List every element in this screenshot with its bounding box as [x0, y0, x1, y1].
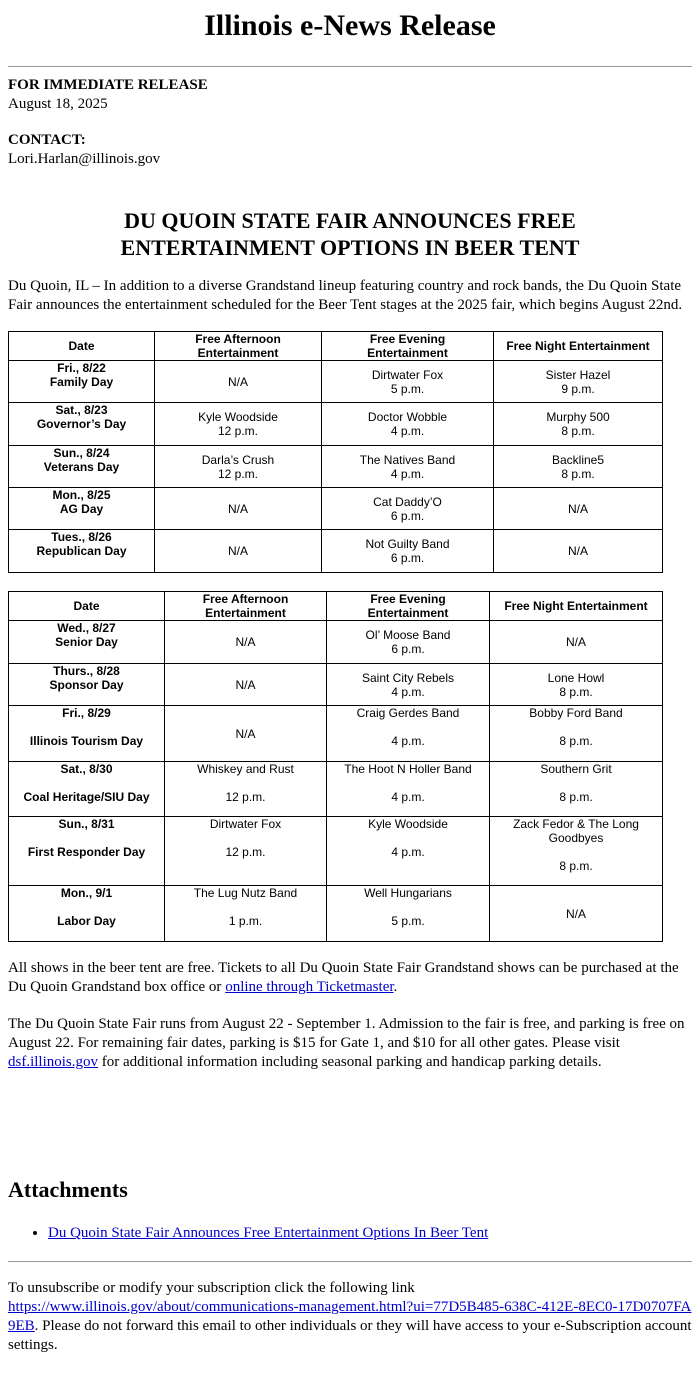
date-cell [9, 817, 165, 886]
day-label: Mon., 8/25 [52, 488, 111, 502]
date-cell [9, 706, 165, 762]
day-theme: Coal Heritage/SIU Day [23, 790, 150, 804]
subscription-link[interactable]: https://www.illinois.gov/about/communications-management.html?ui=77D5B485-638C-412E-8EC0-17D0707FA9EB [8, 1299, 692, 1334]
day-theme: Illinois Tourism Day [29, 734, 144, 748]
ticketmaster-link[interactable]: online through Ticketmaster [225, 979, 394, 995]
act-name: Dirtwater Fox [209, 817, 282, 831]
act-time: 9 p.m. [561, 381, 595, 396]
act-name: Whiskey and Rust [197, 762, 294, 776]
act-name: Well Hungarians [364, 886, 452, 900]
attachments-heading: Attachments [8, 1177, 128, 1202]
night-cell [494, 446, 663, 488]
fair-info-text-end: for additional information including seasonal parking and handicap parking details. [98, 1054, 602, 1070]
table-row [9, 706, 663, 762]
attachment-link[interactable]: Du Quoin State Fair Announces Free Entertainment Options In Beer Tent [48, 1225, 489, 1241]
act-time: 8 p.m. [559, 734, 593, 748]
day-label: Fri., 8/22 [57, 361, 106, 375]
release-info [8, 76, 692, 114]
act-name: Murphy 500 [546, 410, 610, 424]
date-cell [9, 762, 165, 817]
afternoon-cell [165, 762, 327, 817]
day-label: Sun., 8/24 [53, 446, 110, 460]
header-night: Free Night Entertainment [494, 332, 663, 361]
day-label: Thurs., 8/28 [53, 664, 120, 678]
header-afternoon-line-2: Entertainment [205, 606, 286, 620]
evening-cell [327, 706, 490, 762]
header-evening-line-2: Entertainment [367, 346, 448, 360]
day-label: Mon., 9/1 [60, 886, 113, 900]
act-name: Kyle Woodside [368, 817, 448, 831]
header-evening-line-1: Free Evening [370, 592, 446, 606]
date-cell [9, 488, 155, 530]
act-name: Doctor Wobble [367, 410, 448, 424]
act-name: N/A [235, 635, 256, 649]
act-name: Dirtwater Fox [371, 367, 444, 382]
afternoon-cell [165, 664, 327, 706]
shows-text: All shows in the beer tent are free. Tickets to all Du Quoin State Fair Grandstand shows can be purchased at the Du Quoin Grandstand box office or [8, 960, 679, 995]
night-cell [490, 664, 663, 706]
dsf-website-link[interactable]: dsf.illinois.gov [8, 1054, 99, 1070]
header-afternoon [165, 592, 327, 621]
header-afternoon-line-1: Free Afternoon [202, 592, 289, 606]
act-name: N/A [567, 501, 588, 516]
day-label: Wed., 8/27 [57, 621, 116, 635]
header-divider [8, 66, 692, 67]
act-time: 12 p.m. [217, 424, 259, 438]
night-cell [494, 361, 663, 403]
day-theme: First Responder Day [27, 845, 146, 859]
footer-divider [8, 1261, 692, 1262]
evening-cell [327, 886, 490, 942]
night-cell [490, 706, 663, 762]
table-row [9, 530, 663, 573]
evening-cell [327, 817, 490, 886]
evening-cell [327, 762, 490, 817]
table-row [9, 488, 663, 530]
act-time: 8 p.m. [559, 684, 593, 699]
day-theme: Governor’s Day [36, 417, 127, 431]
header-evening-line-2: Entertainment [367, 606, 449, 620]
act-time: 4 p.m. [391, 845, 425, 859]
act-name: N/A [235, 726, 256, 741]
afternoon-cell [165, 817, 327, 886]
day-theme: Family Day [49, 375, 114, 389]
act-time: 8 p.m. [561, 466, 595, 481]
unsubscribe-paragraph [8, 1279, 692, 1355]
evening-cell [327, 621, 490, 664]
night-cell [490, 762, 663, 817]
act-name: The Hoot N Holler Band [344, 762, 472, 776]
act-time: 6 p.m. [391, 642, 425, 656]
intro-paragraph: Du Quoin, IL – In addition to a diverse Grandstand lineup featuring country and rock bands, the Du Quoin State Fair announces the entertainment scheduled for the Beer Tent stages at the 2025 fair, which begins August 22nd. [8, 278, 683, 313]
act-name: Not Guilty Band [365, 537, 450, 551]
fair-info-text: The Du Quoin State Fair runs from August 22 - September 1. Admission to the fair is free, and parking is free on August 22. For remaining fair dates, parking is $15 for Gate 1, and $10 for all other gates. Please visit [8, 1016, 685, 1051]
afternoon-cell [155, 530, 322, 573]
act-time: 4 p.m. [391, 790, 425, 804]
act-time: 6 p.m. [390, 551, 425, 565]
headline-line-1: DU QUOIN STATE FAIR ANNOUNCES FREE [124, 208, 576, 233]
list-item [48, 1224, 692, 1243]
act-name: N/A [227, 544, 248, 558]
table-row [9, 446, 663, 488]
table-row [9, 762, 663, 817]
day-label: Sat., 8/30 [60, 762, 113, 776]
table-row [9, 886, 663, 942]
attachments-list [8, 1224, 692, 1243]
night-cell [494, 488, 663, 530]
act-time: 4 p.m. [390, 466, 425, 481]
act-name: Zack Fedor & The Long Goodbyes [513, 817, 639, 845]
contact-email: Lori.Harlan@illinois.gov [8, 151, 161, 167]
act-time: 1 p.m. [228, 914, 263, 928]
evening-cell [322, 446, 494, 488]
date-cell [9, 446, 155, 488]
table-row [9, 664, 663, 706]
header-date: Date [9, 592, 165, 621]
afternoon-cell [155, 403, 322, 446]
act-time: 8 p.m. [559, 859, 593, 873]
act-time: 8 p.m. [559, 790, 593, 804]
afternoon-cell [165, 706, 327, 762]
act-time: 5 p.m. [391, 914, 425, 928]
act-name: N/A [227, 374, 248, 389]
date-cell [9, 361, 155, 403]
act-name: Lone Howl [547, 670, 605, 685]
header-date: Date [9, 332, 155, 361]
release-label: FOR IMMEDIATE RELEASE [8, 77, 208, 93]
day-theme: Labor Day [57, 914, 116, 928]
evening-cell [322, 361, 494, 403]
header-afternoon-line-2: Entertainment [197, 346, 279, 360]
header-afternoon-line-1: Free Afternoon [195, 332, 281, 346]
act-name: Southern Grit [540, 762, 612, 776]
afternoon-cell [155, 446, 322, 488]
table-row [9, 817, 663, 886]
headline-line-2: ENTERTAINMENT OPTIONS IN BEER TENT [120, 235, 580, 260]
act-name: Ol’ Moose Band [365, 628, 451, 642]
unsubscribe-text: To unsubscribe or modify your subscription click the following link [8, 1280, 415, 1296]
act-name: N/A [235, 677, 256, 692]
afternoon-cell [165, 621, 327, 664]
table-row [9, 621, 663, 664]
release-date: August 18, 2025 [8, 96, 108, 112]
day-label: Tues., 8/26 [51, 530, 112, 544]
night-cell [490, 621, 663, 664]
date-cell [9, 530, 155, 573]
act-name: Darla’s Crush [201, 452, 275, 467]
unsubscribe-text-end: . Please do not forward this email to other individuals or they will have access to your e-Subscription account settings. [8, 1318, 692, 1353]
table-row [9, 361, 663, 403]
site-title: Illinois e-News Release [204, 9, 496, 42]
act-time: 4 p.m. [390, 424, 425, 438]
afternoon-cell [155, 361, 322, 403]
day-theme: Senior Day [55, 635, 118, 649]
evening-cell [327, 664, 490, 706]
act-name: Kyle Woodside [198, 410, 278, 424]
contact-label: CONTACT: [8, 132, 86, 148]
act-time: 4 p.m. [391, 684, 425, 699]
day-label: Sat., 8/23 [55, 403, 108, 417]
shows-paragraph [8, 959, 692, 997]
act-name: N/A [567, 544, 588, 558]
act-time: 12 p.m. [225, 790, 266, 804]
night-cell [494, 530, 663, 573]
header-evening-line-1: Free Evening [369, 332, 446, 346]
act-time: 4 p.m. [391, 734, 425, 748]
act-time: 6 p.m. [390, 508, 425, 523]
day-theme: Sponsor Day [49, 678, 124, 692]
act-time: 12 p.m. [217, 466, 259, 481]
day-label: Sun., 8/31 [58, 817, 115, 831]
fair-info-paragraph [8, 1015, 692, 1072]
table-row [9, 403, 663, 446]
afternoon-cell [155, 488, 322, 530]
day-label: Fri., 8/29 [62, 706, 111, 720]
night-cell [490, 886, 663, 942]
header-afternoon [155, 332, 322, 361]
header-evening [327, 592, 490, 621]
header-night: Free Night Entertainment [490, 592, 663, 621]
day-theme: Republican Day [36, 544, 127, 558]
table-header-row [9, 332, 663, 361]
evening-cell [322, 403, 494, 446]
table-header-row [9, 592, 663, 621]
night-cell [490, 817, 663, 886]
date-cell [9, 886, 165, 942]
article-headline [8, 207, 692, 261]
shows-text-end: . [393, 979, 398, 995]
schedule-table-2 [8, 591, 663, 942]
night-cell [494, 403, 663, 446]
date-cell [9, 403, 155, 446]
act-time: 5 p.m. [390, 381, 425, 396]
act-name: Saint City Rebels [361, 670, 455, 685]
act-name: Bobby Ford Band [529, 706, 623, 720]
act-name: N/A [227, 501, 248, 516]
date-cell [9, 621, 165, 664]
schedule-table-1 [8, 331, 663, 573]
act-time: 12 p.m. [225, 845, 266, 859]
act-name: The Natives Band [359, 452, 456, 467]
act-name: The Lug Nutz Band [193, 886, 298, 900]
day-theme: Veterans Day [43, 460, 120, 474]
act-name: N/A [565, 906, 586, 921]
act-name: Craig Gerdes Band [356, 706, 460, 720]
act-name: N/A [565, 635, 586, 649]
act-name: Cat Daddy’O [373, 494, 442, 509]
date-cell [9, 664, 165, 706]
evening-cell [322, 530, 494, 573]
act-time: 8 p.m. [561, 424, 595, 438]
header-evening [322, 332, 494, 361]
day-theme: AG Day [59, 502, 104, 516]
act-name: Sister Hazel [545, 367, 611, 382]
evening-cell [322, 488, 494, 530]
contact-info [8, 131, 692, 169]
act-name: Backline5 [551, 452, 605, 467]
afternoon-cell [165, 886, 327, 942]
